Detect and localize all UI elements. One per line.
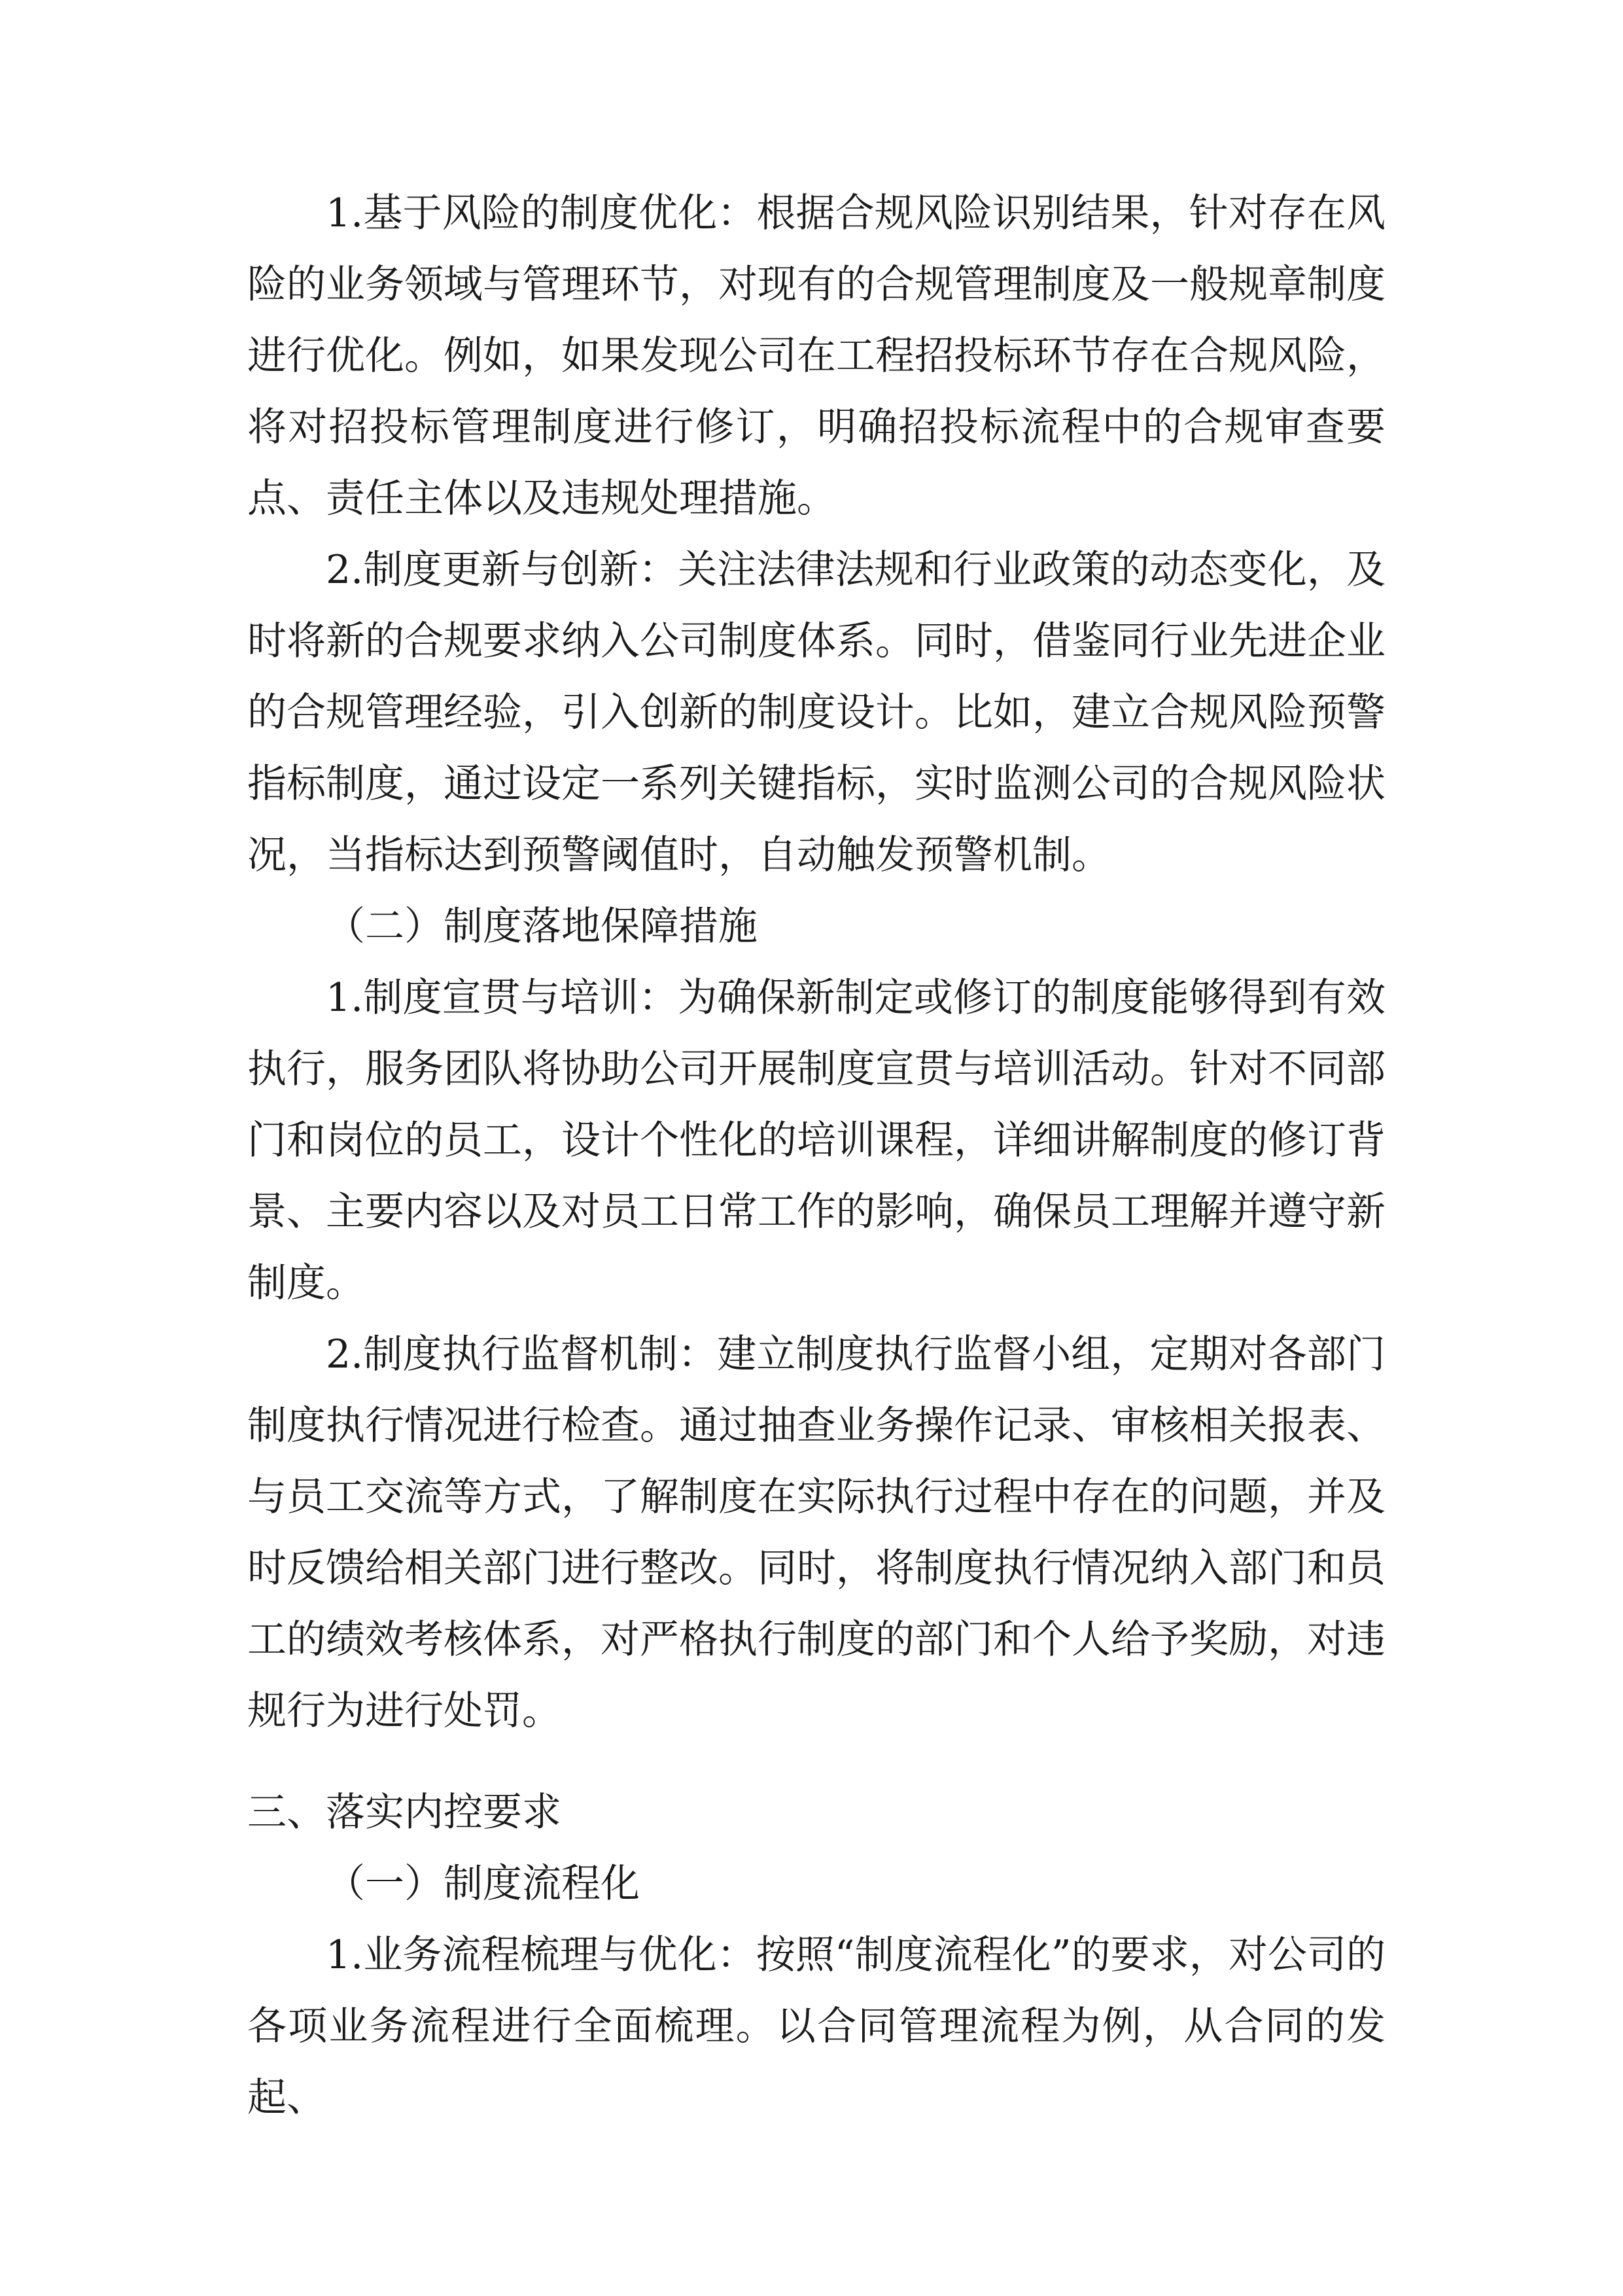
subheading-implementation-measures: （二）制度落地保障措施 <box>326 904 758 949</box>
section-heading-internal-control: 三、落实内控要求 <box>247 1790 561 1835</box>
paragraph-risk-based-optimization: 1.基于风险的制度优化：根据合规风险识别结果，针对存在风险的业务领域与管理环节，对现有的合规管理制度及一般规章制度进行优化。例如，如果发现公司在工程招投标环节存在合规风险，将对招投标管理制度进行修订，明确招投标流程中的合规审查要点、责任主体以及违规处理措施。 <box>247 190 1386 521</box>
paragraph-system-update-innovation: 2.制度更新与创新：关注法律法规和行业政策的动态变化，及时将新的合规要求纳入公司制度体系。同时，借鉴同行业先进企业的合规管理经验，引入创新的制度设计。比如，建立合规风险预警指标制度，通过设定一系列关键指标，实时监测公司的合规风险状况，当指标达到预警阈值时，自动触发预警机制。 <box>247 547 1386 878</box>
document-page <box>247 178 1386 2134</box>
subheading-process-orientation: （一）制度流程化 <box>326 1861 640 1907</box>
paragraph-supervision-mechanism: 2.制度执行监督机制：建立制度执行监督小组，定期对各部门制度执行情况进行检查。通过抽查业务操作记录、审核相关报表、与员工交流等方式，了解制度在实际执行过程中存在的问题，并及时反馈给相关部门进行整改。同时，将制度执行情况纳入部门和员工的绩效考核体系，对严格执行制度的部门和个人给予奖励，对违规行为进行处罚。 <box>247 1332 1386 1734</box>
paragraph-process-review: 1.业务流程梳理与优化：按照“制度流程化”的要求，对公司的各项业务流程进行全面梳理。以合同管理流程为例，从合同的发起、 <box>247 1932 1386 2121</box>
paragraph-training: 1.制度宣贯与培训：为确保新制定或修订的制度能够得到有效执行，服务团队将协助公司开展制度宣贯与培训活动。针对不同部门和岗位的员工，设计个性化的培训课程，详细讲解制度的修订背景、主要内容以及对员工日常工作的影响，确保员工理解并遵守新制度。 <box>247 975 1386 1306</box>
